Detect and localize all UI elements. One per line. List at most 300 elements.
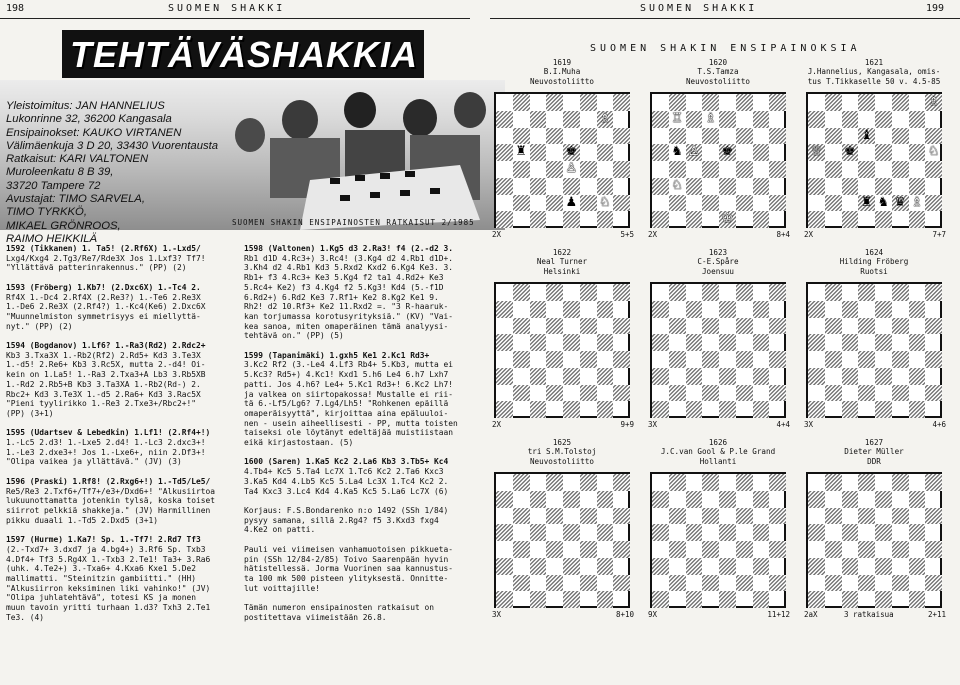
board-square (753, 575, 770, 592)
board-square (563, 178, 580, 195)
text-line: "Alkusiirron keksiminen liki vahinko!" (JV) (6, 583, 211, 593)
board-square (753, 161, 770, 178)
board-square (875, 508, 892, 525)
board-square (652, 558, 669, 575)
board-square (686, 301, 703, 318)
board-square (513, 111, 530, 128)
board-square (736, 351, 753, 368)
text-line: muun tavoin yritti turhaan 1.d3? Txh3 2.Te1 (6, 603, 211, 613)
board-square (769, 491, 786, 508)
board-square (858, 385, 875, 402)
board-square (842, 524, 859, 541)
left-header-rule (0, 18, 470, 19)
board-square (613, 284, 630, 301)
board-square (858, 591, 875, 608)
board-square (825, 178, 842, 195)
board-square (496, 351, 513, 368)
board-square (702, 128, 719, 145)
chess-piece: ♙ (688, 144, 700, 160)
board-square (719, 161, 736, 178)
board-square (719, 401, 736, 418)
board-square (652, 591, 669, 608)
text-line: patti. Jos 4.h6? Le4+ 5.Kc1 Rd3+! 6.Kc2 Lh7! (244, 379, 454, 389)
board-square (530, 195, 547, 212)
board-square (513, 591, 530, 608)
text-line: 1595 (Udartsev & Lebedkin) 1.Lf1! (2.Rf4+!) (6, 428, 211, 438)
text-line: 5.Kc3? Rd5+) 4.Kc1! Kxd1 5.h6 Le4 6.h7 Lxh7 (244, 370, 449, 380)
board-square (736, 301, 753, 318)
board-square (513, 385, 530, 402)
problem-source: Hollanti (699, 456, 737, 466)
board-square (808, 195, 825, 212)
board-square (613, 508, 630, 525)
text-line: 1599 (Tapanimäki) 1.gxh5 Ke1 2.Kc1 Rd3+ (244, 350, 430, 360)
text-line: (uhk. 4.Te2+) 3.-Txa6+ 4.Kxa6 Kxe1 5.De2 (6, 564, 197, 574)
board-square (613, 385, 630, 402)
board-square (513, 474, 530, 491)
text-line: nen - usein aiheellisesti - PP, mutta toisten (244, 418, 458, 428)
board-square (652, 491, 669, 508)
board-square (513, 195, 530, 212)
text-line: taiseksi ole löytänyt edeltäjää muistiistaan (244, 428, 454, 438)
board-square (892, 94, 909, 111)
chess-piece: ♜ (515, 144, 527, 160)
problem-source: Neuvostoliitto (529, 456, 594, 466)
board-square (669, 94, 686, 111)
board-square (753, 111, 770, 128)
chess-piece: ♟ (565, 194, 578, 210)
board-square (875, 128, 892, 145)
board-square (546, 474, 563, 491)
text-line: 1.-Rd2 2.Rb5+B Kb3 3.Ta3XA 1.-Rb2(Rd-) 2. (6, 379, 201, 389)
board-square (909, 524, 926, 541)
problem-number: 1626 (708, 438, 728, 447)
board-square (580, 144, 597, 161)
board-square (702, 211, 719, 228)
board-square (808, 211, 825, 228)
text-line: Rh2! d2 10.Rf3+ Ke2 11.Rxd2 =. "3 R-haaruk- (244, 302, 449, 312)
board-square (753, 558, 770, 575)
board-square (580, 128, 597, 145)
board-square (925, 474, 942, 491)
board-square (580, 474, 597, 491)
board-square (686, 385, 703, 402)
problem-caption (494, 58, 630, 86)
board-square (546, 318, 563, 335)
problem-stipulation: 2X (804, 230, 814, 239)
board-square (686, 195, 703, 212)
board-square (769, 128, 786, 145)
board-square (496, 301, 513, 318)
text-line: tehtävä on." (PP) (5) (244, 331, 344, 341)
board-square (892, 284, 909, 301)
board-square (669, 558, 686, 575)
board-square (597, 591, 614, 608)
problem-caption (650, 58, 786, 86)
text-line (6, 467, 215, 477)
text-line: 4.Df4+ Tf3 5.Rg4X 1.-Txb3 2.Te1! Ta3+ 3.Ra6 (6, 554, 211, 564)
board-square (736, 334, 753, 351)
text-line: 1597 (Hurme) 1.Ka7! Sp. 1.-Tf7! 2.Rd7 Tf3 (6, 535, 201, 545)
problem-caption (494, 438, 630, 466)
text-line: 1.-De6 2.Re3X (2.Rf4?) 1.-Kc4(Ke6) 2.Dxc6X (6, 302, 206, 312)
board-square (563, 524, 580, 541)
chess-board (494, 282, 630, 418)
text-line: 1593 (Fröberg) 1.Kb7! (2.Dxc6X) 1.-Tc4 2. (6, 282, 201, 292)
board-square (546, 128, 563, 145)
board-square (530, 591, 547, 608)
board-square (719, 94, 736, 111)
board-square (513, 334, 530, 351)
board-square (580, 301, 597, 318)
board-square (719, 368, 736, 385)
text-line: omaperäisyyttä", kirjoittaa aina epäluuloi- (244, 408, 449, 418)
credit-line: MIKAEL GRÖNROOS, (6, 219, 121, 232)
board-square (513, 284, 530, 301)
board-square (842, 178, 859, 195)
board-square (513, 491, 530, 508)
board-square (652, 575, 669, 592)
problem-author: J.Hannelius, Kangasala, omis- (807, 67, 941, 77)
board-square (825, 94, 842, 111)
board-square (530, 111, 547, 128)
text-line (244, 535, 458, 545)
board-square (909, 558, 926, 575)
board-square (769, 524, 786, 541)
board-square (925, 591, 942, 608)
section-title: TEHTÄVÄSHAKKIA (70, 34, 419, 75)
chess-piece: ♗ (704, 110, 717, 126)
board-square (513, 318, 530, 335)
board-square (769, 508, 786, 525)
text-line: (2.-Txd7+ 3.dxd7 ja 4.bg4+) 3.Rf6 Sp. Txb3 (6, 544, 206, 554)
right-running-title: SUOMEN SHAKKI (640, 3, 758, 14)
credit-line: Avustajat: TIMO SARVELA, (6, 193, 145, 206)
board-square (842, 334, 859, 351)
board-square (496, 491, 513, 508)
problem-author: Dieter Müller (844, 447, 904, 457)
board-square (652, 318, 669, 335)
board-square (808, 301, 825, 318)
right-header-rule (490, 18, 960, 19)
board-square (563, 368, 580, 385)
board-square (702, 284, 719, 301)
board-square (686, 524, 703, 541)
board-square (652, 474, 669, 491)
text-line: 1.-Lc5 2.d3! 1.-Lxe5 2.d4! 1.-Lc3 2.dxc3+! (6, 438, 206, 448)
board-square (736, 144, 753, 161)
board-square (546, 558, 563, 575)
board-square (925, 284, 942, 301)
board-square (769, 575, 786, 592)
board-square (686, 318, 703, 335)
board-square (892, 301, 909, 318)
board-square (753, 474, 770, 491)
board-square (686, 178, 703, 195)
board-square (496, 334, 513, 351)
board-square (530, 575, 547, 592)
board-square (496, 524, 513, 541)
board-square (719, 558, 736, 575)
board-square (686, 334, 703, 351)
board-square (769, 94, 786, 111)
board-square (842, 591, 859, 608)
chess-board (650, 282, 786, 418)
board-square (613, 111, 630, 128)
left-running-title: SUOMEN SHAKKI (168, 3, 286, 14)
chess-piece: ♖ (671, 110, 683, 126)
text-line: tä 6.-Lf5/Lg6? 7.Lg4/Lh5! "Rohkenen epäillä (244, 399, 449, 409)
board-square (669, 385, 686, 402)
board-square (563, 401, 580, 418)
board-square (808, 401, 825, 418)
board-square (597, 334, 614, 351)
board-square (875, 94, 892, 111)
board-square (769, 111, 786, 128)
board-square (580, 178, 597, 195)
board-square (513, 575, 530, 592)
problem-number: 1621 (864, 58, 884, 67)
board-square (652, 211, 669, 228)
text-line (244, 593, 458, 603)
board-square (613, 491, 630, 508)
text-line (6, 525, 215, 535)
board-square (825, 111, 842, 128)
chess-piece: ♛ (894, 194, 906, 210)
board-square (753, 195, 770, 212)
board-square (842, 211, 859, 228)
board-square (808, 368, 825, 385)
board-square (719, 474, 736, 491)
text-line: ja valkea on siirtopakossa! Mustalle ei rii- (244, 389, 454, 399)
board-square (597, 301, 614, 318)
board-square (825, 368, 842, 385)
board-square (925, 508, 942, 525)
problem-number: 1619 (552, 58, 572, 67)
board-square (669, 211, 686, 228)
board-square (875, 144, 892, 161)
board-square (669, 284, 686, 301)
board-square (753, 508, 770, 525)
board-square (808, 491, 825, 508)
credit-line: Ensipainokset: KAUKO VIRTANEN (6, 126, 182, 139)
problem-author: Hilding Fröberg (839, 257, 909, 267)
board-square (580, 541, 597, 558)
board-square (496, 591, 513, 608)
board-square (769, 144, 786, 161)
board-square (736, 575, 753, 592)
board-square (530, 334, 547, 351)
board-square (530, 385, 547, 402)
board-square (842, 541, 859, 558)
board-square (909, 474, 926, 491)
text-line: 1598 (Valtonen) 1.Kg5 d3 2.Ra3! f4 (2.-d2 3. (244, 244, 454, 253)
chess-piece: ♚ (721, 144, 734, 160)
problem-author: B.I.Muha (543, 67, 581, 77)
board-square (909, 491, 926, 508)
board-square (669, 524, 686, 541)
board-square (513, 558, 530, 575)
text-line (244, 341, 458, 351)
board-square (753, 301, 770, 318)
board-square (546, 351, 563, 368)
board-square (546, 524, 563, 541)
chess-piece: ♘ (671, 177, 683, 193)
text-line (6, 331, 215, 341)
board-square (669, 541, 686, 558)
text-line: kea sanoa, miten omaperäinen tämä analyysi- (244, 321, 449, 331)
board-square (580, 94, 597, 111)
text-line: 5.Rc4+ Ke2) f3 4.Kg4 f2 5.Kg3! Kd4 (5.-f1D (244, 282, 444, 292)
board-square (719, 301, 736, 318)
board-square (875, 211, 892, 228)
board-square (909, 334, 926, 351)
board-square (580, 591, 597, 608)
board-square (875, 524, 892, 541)
board-square (925, 334, 942, 351)
board-square (842, 94, 859, 111)
text-line (244, 496, 458, 506)
board-square (652, 508, 669, 525)
board-square (719, 491, 736, 508)
board-square (842, 401, 859, 418)
board-square (652, 368, 669, 385)
text-line: 1.-d5! 2.Re6+ Kb3 3.Rc5X, mutta 2.-d4! Oi- (6, 360, 206, 370)
text-line: Lxg4/Kxg4 2.Tg3/Re7/Rde3X Jos 1.Lxf3? Tf7! (6, 253, 206, 263)
board-square (580, 401, 597, 418)
board-square (652, 401, 669, 418)
board-square (753, 591, 770, 608)
board-square (652, 524, 669, 541)
board-square (875, 368, 892, 385)
problem-stipulation: 9X (648, 610, 658, 619)
board-square (909, 301, 926, 318)
board-square (652, 128, 669, 145)
board-square (686, 94, 703, 111)
board-square (652, 385, 669, 402)
board-square (842, 195, 859, 212)
credit-line: 33720 Tampere 72 (6, 179, 101, 192)
board-square (825, 508, 842, 525)
board-square (892, 161, 909, 178)
board-square (580, 368, 597, 385)
board-square (702, 318, 719, 335)
board-square (580, 211, 597, 228)
board-square (808, 318, 825, 335)
board-square (892, 128, 909, 145)
text-line: (PP) (3+1) (6, 408, 54, 418)
chess-piece: ♙ (565, 161, 578, 176)
problem-caption (806, 438, 942, 466)
board-square (530, 508, 547, 525)
problem-number: 1624 (864, 248, 884, 257)
board-square (546, 301, 563, 318)
board-square (875, 491, 892, 508)
problem-source: Helsinki (543, 266, 581, 276)
board-square (719, 111, 736, 128)
board-square (842, 111, 859, 128)
left-text-column (6, 244, 215, 622)
board-square (702, 575, 719, 592)
chess-board (494, 92, 630, 228)
text-line: ta 100 mk 500 pisteen ylityksestä. Onnitte- (244, 573, 449, 583)
board-square (613, 195, 630, 212)
board-square (496, 368, 513, 385)
board-square (597, 385, 614, 402)
board-square (925, 351, 942, 368)
board-square (842, 575, 859, 592)
board-square (736, 474, 753, 491)
board-square (769, 401, 786, 418)
board-square (563, 301, 580, 318)
problem-piece-count: 2+11 (927, 610, 946, 619)
board-square (597, 368, 614, 385)
problem-piece-count: 11+12 (767, 610, 790, 619)
board-square (925, 318, 942, 335)
board-square (652, 144, 669, 161)
board-square (736, 541, 753, 558)
text-line: kein on 1.La5! 1.-Ra3 2.Txa3+A Lb3 3.Rb5XB (6, 370, 206, 380)
board-square (530, 161, 547, 178)
board-square (496, 401, 513, 418)
board-square (769, 558, 786, 575)
board-square (597, 318, 614, 335)
board-square (652, 541, 669, 558)
board-square (858, 211, 875, 228)
text-line: mallimatti. "Steinitzin gambiitti." (HH) (6, 573, 197, 583)
board-square (613, 161, 630, 178)
board-square (925, 111, 942, 128)
board-square (702, 144, 719, 161)
board-square (808, 591, 825, 608)
board-square (753, 94, 770, 111)
board-square (842, 491, 859, 508)
board-square (875, 301, 892, 318)
board-square (736, 591, 753, 608)
board-square (652, 161, 669, 178)
board-square (580, 524, 597, 541)
board-square (513, 211, 530, 228)
board-square (546, 94, 563, 111)
board-square (546, 284, 563, 301)
text-line: 4.Tb4+ Kc5 5.Ta4 Lc7X 1.Tc6 Kc2 2.Ta6 Kxc3 (244, 467, 444, 477)
board-square (613, 474, 630, 491)
credit-line: Muroleenkatu 8 B 39, (6, 166, 114, 179)
chess-board (650, 92, 786, 228)
board-square (686, 508, 703, 525)
chess-board (650, 472, 786, 608)
board-square (842, 368, 859, 385)
board-square (546, 111, 563, 128)
chess-piece: ♚ (565, 144, 578, 160)
board-square (858, 334, 875, 351)
board-square (669, 195, 686, 212)
board-square (875, 541, 892, 558)
board-square (546, 541, 563, 558)
problem-caption (806, 248, 942, 276)
board-square (909, 178, 926, 195)
problem-stipulation: 2X (492, 420, 502, 429)
board-square (686, 128, 703, 145)
board-square (530, 301, 547, 318)
board-square (892, 211, 909, 228)
board-square (496, 541, 513, 558)
board-square (892, 558, 909, 575)
board-square (808, 161, 825, 178)
board-square (669, 318, 686, 335)
board-square (686, 161, 703, 178)
board-square (580, 385, 597, 402)
